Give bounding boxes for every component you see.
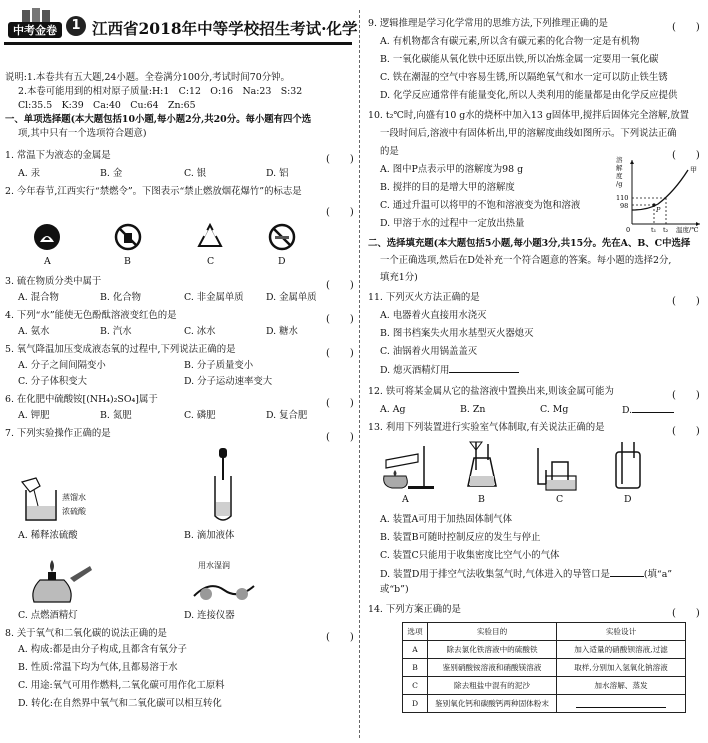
table-cell: 加入适量的硝酸钡溶液,过滤 xyxy=(557,641,686,659)
q4-answer-paren[interactable]: ( ) xyxy=(326,314,354,325)
q3-option-c: C. 非金属单质 xyxy=(184,292,244,303)
table-cell: 鉴别氧化钙和碳酸钙两种固体粉末 xyxy=(428,695,557,713)
q12-blank[interactable] xyxy=(632,404,674,413)
note-line1: 说明:1.本卷共有五大题,24小题。全卷满分100分,考试时间70分钟。 xyxy=(5,72,290,83)
q11-option-c: C. 油锅着火用锅盖盖灭 xyxy=(380,346,478,357)
table-header-cell: 实验目的 xyxy=(428,623,557,641)
q1-option-c: C. 银 xyxy=(184,168,207,179)
q13-option-d-line2: 或“b”) xyxy=(380,584,409,595)
q12-option-a: A. Ag xyxy=(380,404,406,415)
q5-answer-paren[interactable]: ( ) xyxy=(326,348,354,359)
connect-tube-image xyxy=(190,572,260,608)
graph-point-p: P xyxy=(656,206,661,214)
q8-answer-paren[interactable]: ( ) xyxy=(326,632,354,643)
section1-heading: 一、单项选择题(本大题包括10小题,每小题2分,共20分。每小题有四个选 xyxy=(5,114,312,125)
q5-option-d: D. 分子运动速率变大 xyxy=(184,376,273,387)
q7-option-c: C. 点燃酒精灯 xyxy=(18,610,78,621)
q8-option-a: A. 构成:都是由分子构成,且都含有氧分子 xyxy=(18,644,187,655)
q13-label-a: A xyxy=(402,494,409,505)
q7-stem: 7. 下列实验操作正确的是 xyxy=(5,428,111,439)
q10-stem-line1: 10. t₂℃时,向盛有10 g水的烧杯中加入13 g固体甲,搅拌后固体完全溶解,放置 xyxy=(368,110,690,121)
q14-answer-paren[interactable]: ( ) xyxy=(672,608,700,619)
q2-answer-paren[interactable]: ( ) xyxy=(326,207,354,218)
q13-label-d: D xyxy=(624,494,632,505)
q6-stem: 6. 在化肥中硫酸铵[(NH₄)₂SO₄]属于 xyxy=(5,394,158,405)
q5-option-a: A. 分子之间间隔变小 xyxy=(18,360,106,371)
q2-label-c: C xyxy=(207,256,215,267)
q14-blank[interactable] xyxy=(576,698,666,708)
q5-stem: 5. 氧气降温加压变成液态氧的过程中,下列说法正确的是 xyxy=(5,344,236,355)
q7-label-wet: 用水湿润 xyxy=(198,561,230,570)
note-line3: Cl:35.5 K:39 Ca:40 Cu:64 Zn:65 xyxy=(18,100,196,111)
q9-answer-paren[interactable]: ( ) xyxy=(672,22,700,33)
q4-option-c: C. 冰水 xyxy=(184,326,216,337)
q13-option-d-text: D. 装置D用于排空气法收集氢气时,气体进入的导管口是 xyxy=(380,569,610,580)
graph-ylabel-1: 溶 xyxy=(616,156,623,164)
q8-stem: 8. 关于氧气和二氧化碳的说法正确的是 xyxy=(5,628,167,639)
q1-answer-paren[interactable]: ( ) xyxy=(326,154,354,165)
q13-blank[interactable] xyxy=(610,568,644,577)
q7-label-water: 蒸馏水 xyxy=(62,493,86,502)
q10-option-d: D. 甲溶于水的过程中一定放出热量 xyxy=(380,218,525,229)
table-row xyxy=(403,641,686,659)
paper-number-badge: 1 xyxy=(66,16,86,36)
table-cell: D xyxy=(403,695,428,713)
q11-option-d-text: D. 熄灭酒精灯用 xyxy=(380,365,450,376)
q9-option-a: A. 有机物都含有碳元素,所以含有碳元素的化合物一定是有机物 xyxy=(380,36,640,47)
q9-option-d: D. 化学反应通常伴有能量变化,所以人类利用的能量都是由化学反应提供 xyxy=(380,90,678,101)
q6-option-c: C. 磷肥 xyxy=(184,410,216,421)
apparatus-c-image xyxy=(534,446,580,492)
table-cell: 加水溶解、蒸发 xyxy=(557,677,686,695)
q13-answer-paren[interactable]: ( ) xyxy=(672,426,700,437)
graph-ylabel-3: 度 xyxy=(616,172,623,180)
table-row xyxy=(403,695,686,713)
q12-option-b: B. Zn xyxy=(460,404,486,415)
graph-tick-t1: t₁ xyxy=(651,226,657,234)
q12-option-d-text: D. xyxy=(622,405,633,416)
q9-stem: 9. 逻辑推理是学习化学常用的思维方法,下列推理正确的是 xyxy=(368,18,608,29)
paper-title: 江西省2018年中等学校招生考试·化学 xyxy=(92,19,358,38)
table-cell: B xyxy=(403,659,428,677)
graph-ylabel-4: /g xyxy=(616,180,623,188)
header-rule xyxy=(4,42,352,45)
table-row xyxy=(403,677,686,695)
q11-blank[interactable] xyxy=(449,364,519,373)
apparatus-a-image xyxy=(378,442,436,492)
q13-option-b: B. 装置B可随时控制反应的发生与停止 xyxy=(380,532,541,543)
q3-option-a: A. 混合物 xyxy=(18,292,59,303)
q7-option-d: D. 连接仪器 xyxy=(184,610,235,621)
q10-stem-line2: 一段时间后,溶液中有固体析出,甲的溶解度曲线如图所示。下列说法正确 xyxy=(380,128,677,139)
section2-heading-cont2: 填充1分) xyxy=(380,272,418,283)
no-fireworks-sign-icon xyxy=(112,222,144,252)
q8-option-d: D. 转化:在自然界中氧气和二氧化碳可以相互转化 xyxy=(18,698,222,709)
column-divider xyxy=(359,10,360,738)
q14-stem: 14. 下列方案正确的是 xyxy=(368,604,461,615)
graph-ylabel-2: 解 xyxy=(616,164,623,172)
q12-option-d xyxy=(622,404,674,417)
q12-answer-paren[interactable]: ( ) xyxy=(672,390,700,401)
q3-answer-paren[interactable]: ( ) xyxy=(326,280,354,291)
q4-stem: 4. 下列“水”能使无色酚酞溶液变红色的是 xyxy=(5,310,177,321)
q2-stem: 2. 今年春节,江西实行“禁燃令”。下图表示“禁止燃放烟花爆竹”的标志是 xyxy=(5,186,302,197)
q4-option-b: B. 汽水 xyxy=(100,326,132,337)
table-header-cell: 实验设计 xyxy=(557,623,686,641)
q10-option-b: B. 搅拌的目的是增大甲的溶解度 xyxy=(380,182,515,193)
q6-option-a: A. 钾肥 xyxy=(18,410,50,421)
q8-option-c: C. 用途:氧气可用作燃料,二氧化碳可用作化工原料 xyxy=(18,680,225,691)
q8-option-b: B. 性质:常温下均为气体,且都易溶于水 xyxy=(18,662,178,673)
q3-option-d: D. 金属单质 xyxy=(266,292,317,303)
graph-tick-t2: t₂ xyxy=(663,226,669,234)
recycle-sign-icon xyxy=(194,222,226,252)
table-cell: 除去粗盐中混有的泥沙 xyxy=(428,677,557,695)
q12-option-c: C. Mg xyxy=(540,404,569,415)
q14-table xyxy=(402,622,686,713)
q13-option-d-tail: (填“a” xyxy=(643,569,673,580)
q10-option-c: C. 通过升温可以将甲的不饱和溶液变为饱和溶液 xyxy=(380,200,581,211)
q1-option-b: B. 金 xyxy=(100,168,123,179)
no-smoking-sign-icon xyxy=(266,222,298,252)
q13-option-c: C. 装置C只能用于收集密度比空气小的气体 xyxy=(380,550,560,561)
table-cell: 取样,分别加入氢氧化钠溶液 xyxy=(557,659,686,677)
q7-label-acid: 浓硫酸 xyxy=(62,507,86,516)
q9-option-b: B. 一氧化碳能从氧化铁中还原出铁,所以冶炼金属一定要用一氧化碳 xyxy=(380,54,659,65)
graph-tick-110: 110 xyxy=(616,194,629,202)
apparatus-b-image xyxy=(462,440,502,492)
q11-option-a: A. 电器着火直接用水浇灭 xyxy=(380,310,487,321)
q13-option-a: A. 装置A可用于加热固体制气体 xyxy=(380,514,513,525)
graph-origin: 0 xyxy=(626,226,631,234)
q12-stem: 12. 铁可将某金属从它的盐溶液中置换出来,则该金属可能为 xyxy=(368,386,614,397)
q6-option-d: D. 复合肥 xyxy=(266,410,308,421)
q11-answer-paren[interactable]: ( ) xyxy=(672,296,700,307)
q3-stem: 3. 硫在物质分类中属于 xyxy=(5,276,102,287)
brand-logo xyxy=(8,8,62,42)
section1-heading-cont: 项,其中只有一个选项符合题意) xyxy=(18,128,147,139)
q6-answer-paren[interactable]: ( ) xyxy=(326,398,354,409)
fire-sign-icon xyxy=(30,222,64,252)
q11-option-b: B. 图书档案失火用水基型灭火器熄灭 xyxy=(380,328,534,339)
table-cell: A xyxy=(403,641,428,659)
section2-heading: 二、选择填充题(本大题包括5小题,每小题3分,共15分。先在A、B、C中选择 xyxy=(368,238,691,249)
q11-stem: 11. 下列灭火方法正确的是 xyxy=(368,292,480,303)
table-row xyxy=(403,659,686,677)
q13-option-d xyxy=(380,568,672,581)
graph-xlabel: 温度/℃ xyxy=(676,226,699,234)
solubility-curve-graph xyxy=(614,152,706,236)
q13-label-c: C xyxy=(556,494,564,505)
table-cell: 鉴别硝酸铵溶液和硝酸镁溶液 xyxy=(428,659,557,677)
q2-label-a: A xyxy=(44,256,51,267)
q6-option-b: B. 氮肥 xyxy=(100,410,132,421)
q13-stem: 13. 利用下列装置进行实验室气体制取,有关说法正确的是 xyxy=(368,422,605,433)
q3-option-b: B. 化合物 xyxy=(100,292,141,303)
q10-option-a: A. 图中P点表示甲的溶解度为98 g xyxy=(380,164,524,175)
q5-option-b: B. 分子质量变小 xyxy=(184,360,254,371)
table-cell[interactable] xyxy=(557,695,686,713)
note-line2: 2.本卷可能用到的相对原子质量:H:1 C:12 O:16 Na:23 S:32 xyxy=(18,86,303,97)
table-header-row xyxy=(403,623,686,641)
table-cell: C xyxy=(403,677,428,695)
q1-stem: 1. 常温下为液态的金属是 xyxy=(5,150,111,161)
graph-tick-98: 98 xyxy=(620,202,629,210)
q5-option-c: C. 分子体积变大 xyxy=(18,376,88,387)
q4-option-d: D. 糖水 xyxy=(266,326,298,337)
section2-heading-cont1: 一个正确选项,然后在D处补充一个符合题意的答案。每小题的选择2分, xyxy=(380,255,672,266)
table-cell: 除去氯化铁溶液中的硫酸铁 xyxy=(428,641,557,659)
graph-series-jia: 甲 xyxy=(690,166,697,174)
q7-option-b: B. 滴加液体 xyxy=(184,530,235,541)
q7-option-a: A. 稀释浓硫酸 xyxy=(18,530,78,541)
brand-text: 中考金卷 xyxy=(13,24,57,37)
table-header-cell: 选项 xyxy=(403,623,428,641)
q7-answer-paren[interactable]: ( ) xyxy=(326,432,354,443)
q10-stem-line3: 的是 xyxy=(380,146,399,157)
alcohol-lamp-image xyxy=(20,556,96,606)
dropper-testtube-image xyxy=(206,446,240,524)
q4-option-a: A. 氨水 xyxy=(18,326,50,337)
q13-label-b: B xyxy=(478,494,485,505)
q10-answer-paren[interactable]: ( ) xyxy=(672,150,700,161)
q1-option-d: D. 铝 xyxy=(266,168,289,179)
q2-label-d: D xyxy=(278,256,286,267)
q11-option-d xyxy=(380,364,519,377)
q1-option-a: A. 汞 xyxy=(18,168,41,179)
q2-label-b: B xyxy=(124,256,131,267)
q9-option-c: C. 铁在潮湿的空气中容易生锈,所以隔绝氧气和水一定可以防止铁生锈 xyxy=(380,72,668,83)
apparatus-d-image xyxy=(612,440,644,492)
